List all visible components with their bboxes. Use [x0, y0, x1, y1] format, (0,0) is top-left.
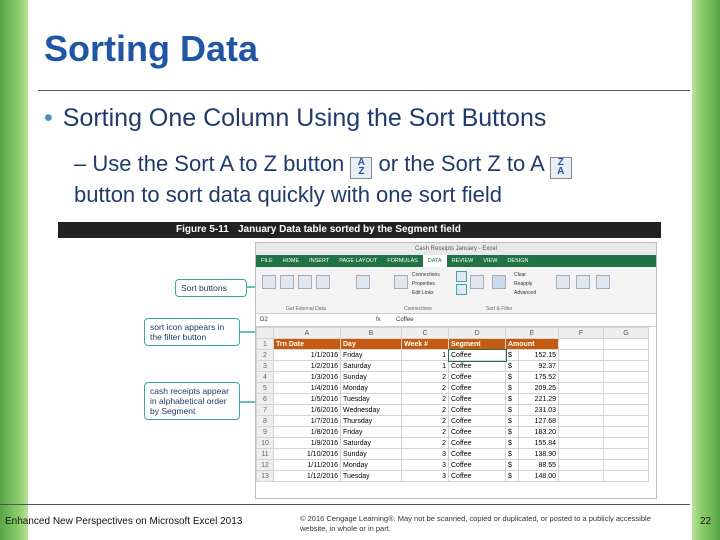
row-number[interactable]: 5 — [257, 383, 274, 394]
table-row — [257, 416, 649, 427]
cell-day[interactable]: Saturday — [341, 361, 402, 372]
table-header-row — [257, 339, 649, 350]
table-row — [257, 350, 649, 361]
tab-design[interactable]: DESIGN — [507, 258, 529, 264]
table-row — [257, 394, 649, 405]
formula-input[interactable]: Coffee — [396, 317, 414, 323]
from-web-icon[interactable] — [280, 275, 294, 289]
header-segment[interactable]: Segment — [449, 339, 506, 350]
empty-cell[interactable] — [604, 427, 649, 438]
cell-week[interactable]: 3 — [402, 449, 449, 460]
bullet1-text: Sorting One Column Using the Sort Buttons — [62, 104, 547, 132]
empty-cell[interactable] — [559, 383, 604, 394]
header-trn-date[interactable]: Trn Date — [274, 339, 341, 350]
tab-view[interactable]: VIEW — [483, 258, 498, 264]
row-number[interactable]: 1 — [257, 339, 274, 350]
col-header[interactable]: A — [274, 328, 341, 339]
col-header[interactable]: B — [341, 328, 402, 339]
cell-week[interactable]: 1 — [402, 361, 449, 372]
callout-sort-icon: sort icon appears in the filter button — [144, 318, 240, 346]
corner-cell[interactable] — [257, 328, 274, 339]
slide-number: 22 — [700, 516, 712, 527]
tab-data[interactable]: DATA — [423, 255, 447, 267]
cell-amount[interactable]: 127.68 — [519, 416, 559, 427]
table-row — [257, 427, 649, 438]
cell-week[interactable]: 2 — [402, 427, 449, 438]
row-number[interactable]: 6 — [257, 394, 274, 405]
cell-week[interactable]: 3 — [402, 471, 449, 482]
empty-cell[interactable] — [559, 460, 604, 471]
cell-currency[interactable]: $ — [506, 383, 519, 394]
cell-amount[interactable]: 221.29 — [519, 394, 559, 405]
ribbon-tabs — [256, 255, 656, 267]
empty-cell[interactable] — [604, 471, 649, 482]
empty-cell[interactable] — [559, 350, 604, 361]
cell-amount[interactable]: 92.37 — [519, 361, 559, 372]
cell-day[interactable]: Thursday — [341, 416, 402, 427]
footer-book-title: Enhanced New Perspectives on Microsoft Excel 2013 — [5, 516, 243, 527]
empty-cell[interactable] — [604, 383, 649, 394]
table-row — [257, 438, 649, 449]
group-sort-filter: Sort & Filter — [486, 306, 513, 312]
empty-cell[interactable] — [604, 438, 649, 449]
cell-currency[interactable]: $ — [506, 350, 519, 361]
cell-trn-date[interactable]: 1/9/2016 — [274, 438, 341, 449]
col-header[interactable]: F — [559, 328, 604, 339]
cell-segment[interactable]: Coffee — [449, 350, 506, 361]
text-to-columns-icon[interactable] — [556, 275, 570, 289]
cell-segment[interactable]: Coffee — [449, 394, 506, 405]
header-day[interactable]: Day — [341, 339, 402, 350]
empty-cell[interactable] — [559, 405, 604, 416]
bullet-level1 — [44, 104, 546, 133]
cell-day[interactable]: Sunday — [341, 372, 402, 383]
group-connections: Connections — [404, 306, 432, 312]
col-header[interactable]: E — [506, 328, 559, 339]
empty-cell[interactable] — [559, 427, 604, 438]
cell-currency[interactable]: $ — [506, 394, 519, 405]
cell-trn-date[interactable]: 1/5/2016 — [274, 394, 341, 405]
sort-z-to-a-button[interactable] — [456, 284, 467, 295]
bullet-dot: • — [44, 104, 53, 132]
cell-segment[interactable]: Coffee — [449, 471, 506, 482]
empty-cell[interactable] — [559, 416, 604, 427]
cell-day[interactable]: Wednesday — [341, 405, 402, 416]
cell-day[interactable]: Tuesday — [341, 471, 402, 482]
empty-cell[interactable] — [559, 339, 604, 350]
empty-cell[interactable] — [559, 449, 604, 460]
tab-review[interactable]: REVIEW — [451, 258, 474, 264]
cell-trn-date[interactable]: 1/7/2016 — [274, 416, 341, 427]
cell-currency[interactable]: $ — [506, 449, 519, 460]
cell-trn-date[interactable]: 1/11/2016 — [274, 460, 341, 471]
empty-cell[interactable] — [604, 372, 649, 383]
footer-copyright: © 2016 Cengage Learning®. May not be scanned, copied or duplicated, or posted to a publicly accessible website, in whole or in part. — [300, 514, 651, 533]
empty-cell[interactable] — [559, 372, 604, 383]
slide-title: Sorting Data — [44, 28, 259, 69]
title-divider — [38, 90, 690, 91]
cell-week[interactable]: 1 — [402, 350, 449, 361]
refresh-all-icon[interactable] — [394, 275, 408, 289]
footer-divider — [0, 504, 690, 505]
empty-cell[interactable] — [604, 394, 649, 405]
cell-day[interactable]: Friday — [341, 350, 402, 361]
formula-fx-icon: fx — [376, 317, 381, 323]
cell-week[interactable]: 2 — [402, 383, 449, 394]
cell-week[interactable]: 2 — [402, 394, 449, 405]
excel-title-bar: Cash Receipts January - Excel — [256, 243, 656, 255]
cell-trn-date[interactable]: 1/10/2016 — [274, 449, 341, 460]
header-amount[interactable]: Amount — [506, 339, 559, 350]
ribbon — [256, 267, 656, 314]
empty-cell[interactable] — [604, 405, 649, 416]
table-row — [257, 460, 649, 471]
right-decor-bar — [692, 0, 720, 540]
row-number[interactable]: 10 — [257, 438, 274, 449]
col-header[interactable]: D — [449, 328, 506, 339]
bullet2-part3: button to sort data quickly with one sort field — [74, 182, 503, 207]
cell-day[interactable]: Friday — [341, 427, 402, 438]
col-header[interactable]: G — [604, 328, 649, 339]
empty-cell[interactable] — [559, 471, 604, 482]
tab-page-layout[interactable]: PAGE LAYOUT — [339, 258, 378, 264]
empty-cell[interactable] — [604, 361, 649, 372]
cell-day[interactable]: Monday — [341, 460, 402, 471]
cell-currency[interactable]: $ — [506, 361, 519, 372]
connections-button[interactable]: Connections — [412, 272, 440, 278]
tab-insert[interactable]: INSERT — [309, 258, 330, 264]
table-row — [257, 405, 649, 416]
cell-currency[interactable]: $ — [506, 460, 519, 471]
bullet-level2: – Use the Sort A to Z button A Z or the Sort Z to A Z A button to sort data quickly with one sort field — [74, 148, 674, 210]
cell-currency[interactable]: $ — [506, 405, 519, 416]
empty-cell[interactable] — [559, 361, 604, 372]
cell-segment[interactable]: Coffee — [449, 449, 506, 460]
cell-currency[interactable]: $ — [506, 416, 519, 427]
empty-cell[interactable] — [604, 460, 649, 471]
empty-cell[interactable] — [604, 339, 649, 350]
row-number[interactable]: 4 — [257, 372, 274, 383]
empty-cell[interactable] — [604, 350, 649, 361]
table-row — [257, 383, 649, 394]
clear-button[interactable]: Clear — [514, 272, 526, 278]
cell-segment[interactable]: Coffee — [449, 438, 506, 449]
cell-segment[interactable]: Coffee — [449, 427, 506, 438]
left-decor-bar — [0, 0, 28, 540]
from-text-icon[interactable] — [298, 275, 312, 289]
cell-trn-date[interactable]: 1/6/2016 — [274, 405, 341, 416]
cell-amount[interactable]: 231.03 — [519, 405, 559, 416]
tab-file[interactable]: FILE — [261, 258, 273, 264]
table-row — [257, 361, 649, 372]
cell-amount[interactable]: 183.20 — [519, 427, 559, 438]
cell-day[interactable]: Saturday — [341, 438, 402, 449]
cell-amount[interactable]: 152.15 — [519, 350, 559, 361]
advanced-button[interactable]: Advanced — [514, 290, 537, 296]
cell-day[interactable]: Sunday — [341, 449, 402, 460]
row-number[interactable]: 8 — [257, 416, 274, 427]
cell-trn-date[interactable]: 1/12/2016 — [274, 471, 341, 482]
row-number[interactable]: 13 — [257, 471, 274, 482]
empty-cell[interactable] — [604, 416, 649, 427]
filter-button-icon[interactable] — [492, 275, 506, 289]
cell-trn-date[interactable]: 1/1/2016 — [274, 350, 341, 361]
row-number[interactable]: 3 — [257, 361, 274, 372]
cell-amount[interactable]: 209.25 — [519, 383, 559, 394]
column-header-row — [257, 328, 649, 339]
table-row — [257, 449, 649, 460]
cell-week[interactable]: 2 — [402, 416, 449, 427]
row-number[interactable]: 11 — [257, 449, 274, 460]
callout-sort-buttons: Sort buttons — [175, 279, 247, 297]
figure-number: Figure 5-11 — [176, 224, 229, 235]
cell-currency[interactable]: $ — [506, 372, 519, 383]
cell-segment[interactable]: Coffee — [449, 361, 506, 372]
bullet2-part2: or the Sort Z to A — [378, 151, 544, 176]
sort-button-icon[interactable] — [470, 275, 484, 289]
table-row — [257, 471, 649, 482]
tab-home[interactable]: HOME — [282, 258, 300, 264]
properties-button[interactable]: Properties — [412, 281, 435, 287]
cell-trn-date[interactable]: 1/8/2016 — [274, 427, 341, 438]
tab-formulas[interactable]: FORMULAS — [387, 258, 418, 264]
reapply-button[interactable]: Reapply — [514, 281, 533, 287]
cell-trn-date[interactable]: 1/3/2016 — [274, 372, 341, 383]
cell-segment[interactable]: Coffee — [449, 372, 506, 383]
header-week[interactable]: Week # — [402, 339, 449, 350]
edit-links-button[interactable]: Edit Links — [412, 290, 434, 296]
cell-currency[interactable]: $ — [506, 471, 519, 482]
cell-trn-date[interactable]: 1/4/2016 — [274, 383, 341, 394]
existing-connections-icon[interactable] — [356, 275, 370, 289]
cell-currency[interactable]: $ — [506, 438, 519, 449]
figure — [58, 222, 663, 497]
cell-week[interactable]: 2 — [402, 405, 449, 416]
figure-caption: January Data table sorted by the Segment field — [238, 224, 461, 235]
remove-duplicates-icon[interactable] — [596, 275, 610, 289]
from-access-icon[interactable] — [262, 275, 276, 289]
table-body — [257, 350, 649, 482]
cell-day[interactable]: Tuesday — [341, 394, 402, 405]
cell-week[interactable]: 2 — [402, 438, 449, 449]
cell-amount[interactable]: 175.52 — [519, 372, 559, 383]
cell-segment[interactable]: Coffee — [449, 460, 506, 471]
table-row — [257, 372, 649, 383]
cell-amount[interactable]: 88.55 — [519, 460, 559, 471]
empty-cell[interactable] — [559, 394, 604, 405]
formula-bar — [256, 314, 656, 327]
col-header[interactable]: C — [402, 328, 449, 339]
group-get-external-data: Get External Data — [286, 306, 326, 312]
row-number[interactable]: 12 — [257, 460, 274, 471]
row-number[interactable]: 2 — [257, 350, 274, 361]
flash-fill-icon[interactable] — [576, 275, 590, 289]
cell-segment[interactable]: Coffee — [449, 405, 506, 416]
row-number[interactable]: 7 — [257, 405, 274, 416]
worksheet-grid — [256, 327, 649, 482]
callout-alpha-order: cash receipts appear in alphabetical order by Segment — [144, 382, 240, 420]
cell-amount[interactable]: 138.90 — [519, 449, 559, 460]
excel-window — [255, 242, 657, 499]
cell-amount[interactable]: 148.00 — [519, 471, 559, 482]
cell-currency[interactable]: $ — [506, 427, 519, 438]
cell-week[interactable]: 2 — [402, 372, 449, 383]
cell-segment[interactable]: Coffee — [449, 416, 506, 427]
cell-trn-date[interactable]: 1/2/2016 — [274, 361, 341, 372]
cell-day[interactable]: Monday — [341, 383, 402, 394]
row-number[interactable]: 9 — [257, 427, 274, 438]
sort-a-to-z-icon: A Z — [350, 157, 372, 179]
cell-week[interactable]: 3 — [402, 460, 449, 471]
from-other-sources-icon[interactable] — [316, 275, 330, 289]
bullet2-part1: Use the Sort A to Z button — [92, 151, 345, 176]
empty-cell[interactable] — [559, 438, 604, 449]
sort-z-to-a-icon: Z A — [550, 157, 572, 179]
empty-cell[interactable] — [604, 449, 649, 460]
sort-a-to-z-button[interactable] — [456, 271, 467, 282]
cell-segment[interactable]: Coffee — [449, 383, 506, 394]
cell-amount[interactable]: 155.84 — [519, 438, 559, 449]
name-box[interactable]: D2 — [260, 317, 268, 323]
